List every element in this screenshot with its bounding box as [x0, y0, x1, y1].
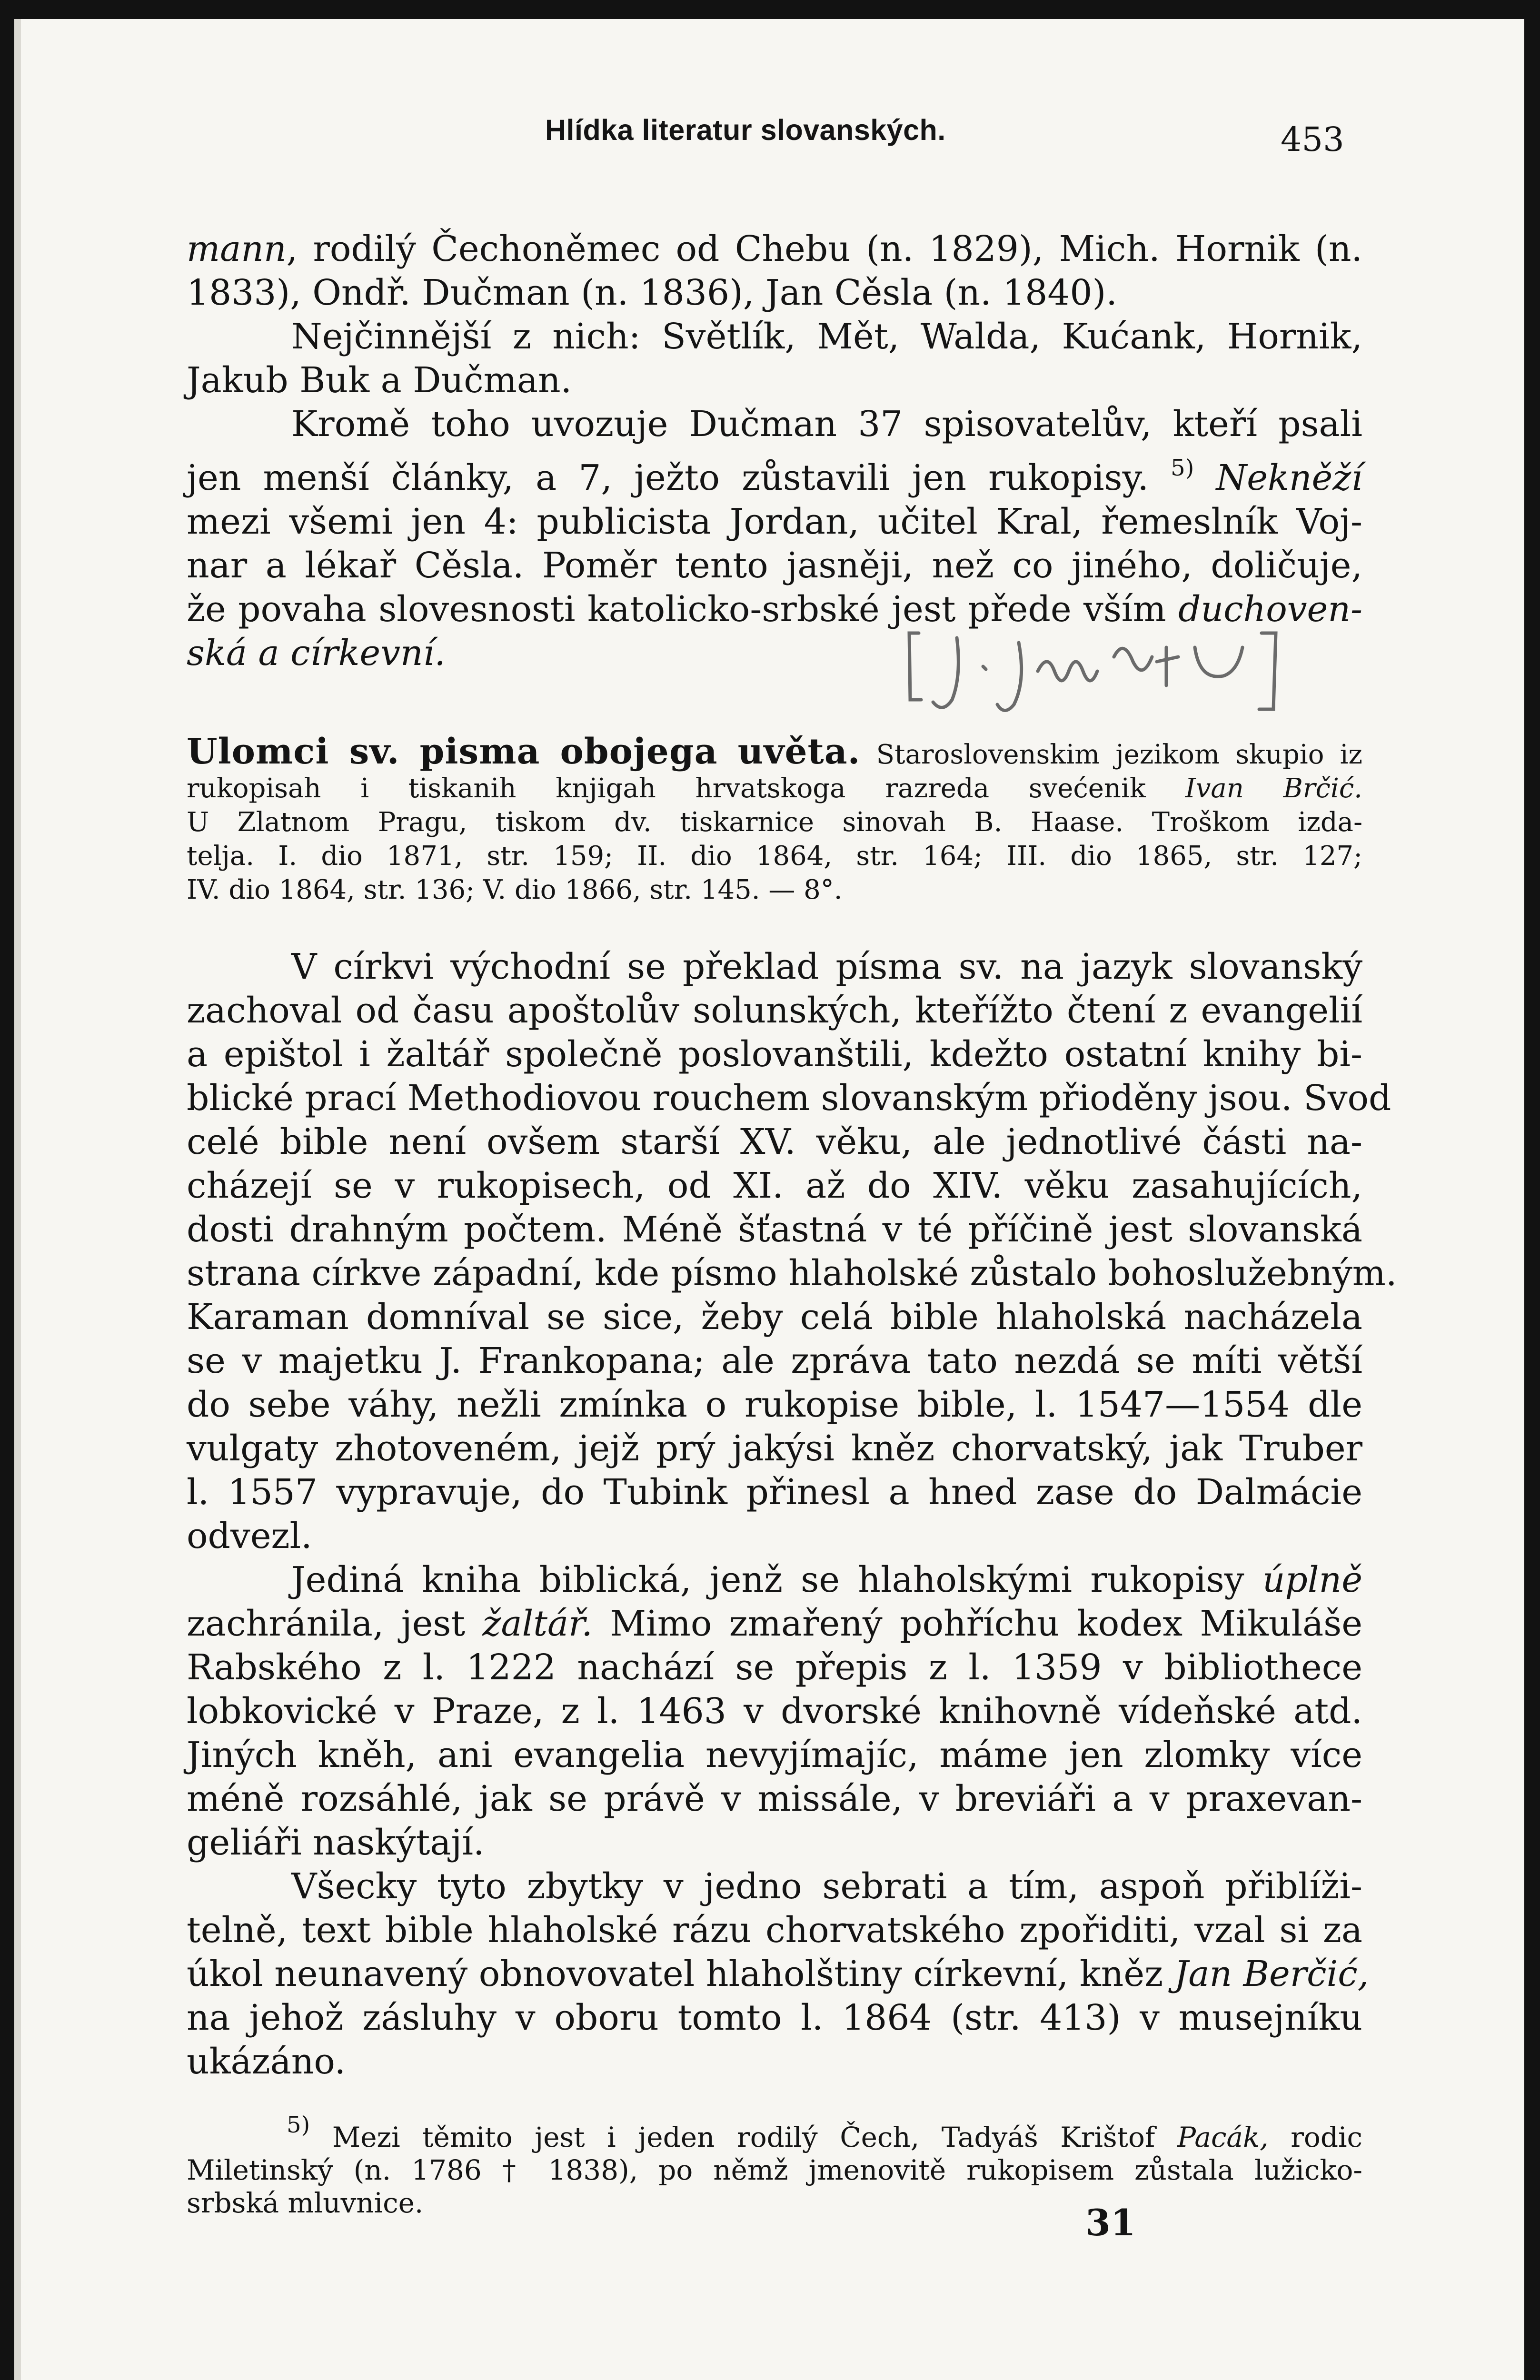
text-run: rodic — [1291, 2121, 1362, 2153]
footnote — [187, 2109, 1362, 2220]
italic-run: duchoven- — [1178, 589, 1363, 630]
text-line: V církvi východní se překlad písma sv. na jazyk slovanský — [291, 946, 1362, 987]
text-line: mezi všemi jen 4: publicista Jordan, učitel Kral, řemeslník Voj- — [187, 501, 1362, 542]
paragraph-1 — [187, 227, 1362, 315]
text-run: Jediná kniha biblická, jenž se hlaholskými rukopisy — [291, 1559, 1244, 1600]
text-line: lobkovické v Praze, z l. 1463 v dvorské knihovně vídeňské atd. — [187, 1691, 1362, 1732]
text-run: rukopisah i tiskanih knjigah hrvatskoga razreda svećenik — [187, 773, 1146, 804]
text-line: vulgaty zhotoveném, jejž prý jakýsi kněz chorvatský, jak Truber — [187, 1428, 1362, 1469]
text-line — [187, 2109, 1362, 2154]
text-line: na jehož zásluhy v oboru tomto l. 1864 (str. 413) v musejníku — [187, 1997, 1362, 2038]
text-line: Kromě toho uvozuje Dučman 37 spisovatelův, kteří psali — [291, 404, 1362, 445]
bibliography-entry — [187, 731, 1362, 907]
text-line: Nejčinnější z nich: Světlík, Mět, Walda, Kućank, Hornik, — [291, 316, 1362, 357]
paragraph-2 — [187, 315, 1362, 402]
printer-signature-mark: 31 — [1085, 2202, 1136, 2244]
text-line: nar a lékař Cěsla. Poměr tento jasněji, než co jiného, doličuje, — [187, 545, 1362, 586]
page-spine-edge — [14, 19, 21, 2380]
text-line: celé bible není ovšem starší XV. věku, ale jednotlivé části na- — [187, 1121, 1362, 1162]
text-line: Karaman domníval se sice, žeby celá bible hlaholská nacházela — [187, 1297, 1362, 1338]
italic-run: úplně — [1262, 1559, 1362, 1600]
text-line: se v majetku J. Frankopana; ale zpráva tato nezdá se míti větší — [187, 1340, 1362, 1381]
text-run: Staroslovenskim jezikom skupio iz — [876, 739, 1362, 770]
footnote-marker: 5) — [287, 2112, 310, 2138]
italic-run: Jan Berčić, — [1174, 1954, 1369, 1994]
text-line-content: , rodilý Čechoněmec od Chebu (n. 1829), Mich. Hornik (n. — [286, 228, 1362, 269]
text-line: dosti drahným počtem. Méně šťastná v té příčině jest slovanská — [187, 1209, 1362, 1250]
italic-run: žaltář. — [482, 1603, 593, 1644]
text-line: ukázáno. — [187, 2041, 346, 2082]
text-line — [187, 772, 1362, 805]
italic-name: mann — [187, 228, 287, 269]
text-line: Rabského z l. 1222 nachází se přepis z l. 1359 v bibliothece — [187, 1647, 1362, 1688]
page-number: 453 — [1281, 120, 1344, 159]
text-line — [187, 227, 1362, 271]
text-line: ská a církevní. — [187, 633, 446, 674]
text-line: telně, text bible hlaholské rázu chorvatského zpořiditi, vzal si za — [187, 1910, 1362, 1951]
paragraph-4 — [187, 945, 1397, 1558]
italic-run: Pacák, — [1177, 2121, 1269, 2153]
paragraph-6 — [187, 1864, 1369, 2083]
italic-run: Nekněží — [1216, 457, 1362, 498]
text-line: Jiných kněh, ani evangelia nevyjímajíc, máme jen zlomky více — [187, 1735, 1362, 1775]
text-line — [187, 1558, 1362, 1602]
italic-run: Ivan Brčić. — [1185, 773, 1362, 804]
text-line: geliáři naskýtají. — [187, 1822, 485, 1863]
text-line: do sebe váhy, nežli zmínka o rukopise bible, l. 1547—1554 dle — [187, 1384, 1362, 1425]
handwritten-annotation — [900, 619, 1304, 724]
text-run: že povaha slovesnosti katolicko-srbské jest přede vším — [187, 589, 1166, 630]
text-line: Všecky tyto zbytky v jedno sebrati a tím, aspoň přiblíži- — [291, 1866, 1362, 1907]
text-line: méně rozsáhlé, jak se právě v missále, v breviáři a v praxevan- — [187, 1778, 1362, 1819]
text-line: zachoval od času apoštolův solunských, kteřížto čtení z evangelií — [187, 990, 1362, 1031]
text-run: úkol neunavený obnovovatel hlaholštiny církevní, kněz — [187, 1954, 1163, 1994]
text-line: IV. dio 1864, str. 136; V. dio 1866, str. 145. — 8°. — [187, 874, 843, 905]
text-line: srbská mluvnice. — [187, 2187, 424, 2219]
text-line — [187, 731, 1362, 772]
text-line: 1833), Ondř. Dučman (n. 1836), Jan Cěsla (n. 1840). — [187, 272, 1117, 313]
text-line: U Zlatnom Pragu, tiskom dv. tiskarnice sinovah B. Haase. Troškom izda- — [187, 807, 1362, 838]
text-line: Miletinský (n. 1786 † 1838), po němž jmenovitě rukopisem zůstala lužicko- — [187, 2154, 1362, 2186]
paragraph-5 — [187, 1558, 1362, 1864]
text-run: zachránila, jest — [187, 1603, 466, 1644]
running-title: Hlídka literatur slovanských. — [545, 114, 946, 146]
text-line: telja. I. dio 1871, str. 159; II. dio 1864, str. 164; III. dio 1865, str. 127; — [187, 841, 1362, 872]
text-run: Mezi těmito jest i jeden rodilý Čech, Tadyáš Krištof — [332, 2121, 1155, 2153]
footnote-ref: 5) — [1171, 455, 1194, 481]
text-line: blické prací Methodiovou rouchem slovanským přioděny jsou. Svod — [187, 1078, 1391, 1119]
book-page — [14, 19, 1524, 2380]
text-line: odvezl. — [187, 1516, 312, 1557]
text-line: a epištol i žaltář společně poslovanštili, kdežto ostatní knihy bi- — [187, 1034, 1362, 1075]
text-line — [187, 1952, 1369, 1996]
book-title: Ulomci sv. pisma obojega uvěta. — [187, 731, 861, 772]
text-run: Mimo zmařený pohříchu kodex Mikuláše — [610, 1603, 1362, 1644]
text-run: jen menší články, a 7, ježto zůstavili jen rukopisy. — [187, 457, 1149, 498]
text-line: l. 1557 vypravuje, do Tubink přinesl a hned zase do Dalmácie — [187, 1472, 1362, 1513]
text-line: strana církve západní, kde písmo hlaholské zůstalo bohoslužebným. — [187, 1253, 1397, 1294]
text-line — [187, 1602, 1362, 1646]
text-line: Jakub Buk a Dučman. — [187, 360, 572, 401]
text-line — [187, 446, 1362, 500]
text-line: cházejí se v rukopisech, od XI. až do XIV. věku zasahujících, — [187, 1165, 1362, 1206]
